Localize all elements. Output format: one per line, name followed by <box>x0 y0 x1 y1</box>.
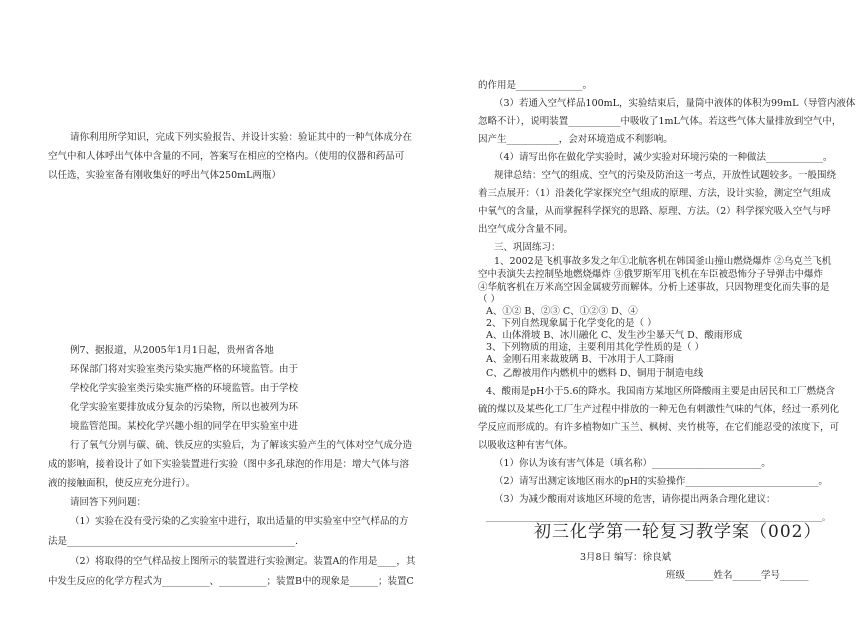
summary-line: 出空气成分含量不同。 <box>478 224 574 235</box>
option-line: C、乙醇被用作内燃机中的燃料 D、铜用于制造电线 <box>486 368 704 379</box>
summary-line: 中氧气的含量，从而掌握科学探究的思路、原理、方法。（2）科学探究吸入空气与呼 <box>478 206 831 217</box>
example-line: （1）实验在没有受污染的乙实验室中进行，取出适量的甲实验室中空气样品的方 <box>70 516 409 527</box>
option-line: A、①② B、②③ C、①②③ D、④ <box>486 306 638 317</box>
question-line: 1、2002是飞机事故多发之年①北航客机在韩国釜山撞山燃烧爆炸 ②乌克兰飞机 <box>494 256 832 267</box>
text-line: （4）请写出你在做化学实验时，减少实验对环境污染的一种做法____________。 <box>494 152 833 163</box>
example-line: 法是________________________________________________. <box>48 536 299 547</box>
section-heading: 三、巩固练习： <box>494 242 561 253</box>
example-line: 学校化学实验室类污染实施严格的环境监管。由于学校 <box>70 383 299 394</box>
date-author-line: 3月8日 编写：徐良斌 <box>580 552 672 563</box>
text-line: （3）若通入空气样品100mL，实验结束后，量筒中液体的体积为99mL（导管内液体 <box>494 98 856 109</box>
question-line: 4、酸雨是pH小于5.6的降水。我国南方某地区所降酸雨主要是由居民和工厂燃烧含 <box>486 386 836 397</box>
question-line: 空中表演失去控制坠地燃烧爆炸 ③俄罗斯军用飞机在车臣被恐怖分子导弹击中爆炸 <box>478 269 824 280</box>
question-line: 学反应而形成的。有许多植物如广玉兰、枫树、夹竹桃等，在它们能忍受的浓度下，可 <box>478 422 840 433</box>
option-line: A、金刚石用来裁玻璃 B、干冰用于人工降雨 <box>486 354 674 365</box>
right-page <box>430 0 860 639</box>
summary-line: 规律总结：空气的组成、空气的污染及防治这一考点，开放性试题较多。一般围绕 <box>494 170 837 181</box>
intro-line: 以任选，实验室备有刚收集好的呼出气体250mL两瓶） <box>48 170 281 181</box>
example-line: 境监管范围。某校化学兴趣小组的同学在甲实验室中进 <box>70 421 299 432</box>
question-line: 3、下列物质的用途，主要利用其化学性质的是（ ） <box>486 342 705 353</box>
class-name-id-line: 班级______姓名______学号______ <box>666 570 809 581</box>
example-line: 例7、据报道，从2005年1月1日起，贵州省各地 <box>70 345 274 356</box>
example-line: 化学实验室要排放成分复杂的污染物，所以也被列为环 <box>70 402 299 413</box>
summary-line: 着三点展开：（1）沿袭化学家探究空气组成的原理、方法，设计实验，测定空气组成 <box>478 188 831 199</box>
example-line: （2）将取得的空气样品按上图所示的装置进行实验测定。装置A的作用是____，其 <box>70 556 416 567</box>
page-title: 初三化学第一轮复习教学案（002） <box>534 522 822 542</box>
intro-line: 请你利用所学知识，完成下列实验报告、并设计实验：验证其中的一种气体成分在 <box>70 132 413 143</box>
question-line: 2、下列自然现象属于化学变化的是（ ） <box>486 318 657 329</box>
question-line: （ ） <box>478 294 501 305</box>
example-line: 环保部门将对实验室类污染实施严格的环境监管。由于 <box>70 364 299 375</box>
answer-line: ____________________________________________________________________________________。 <box>486 513 830 522</box>
question-line: 硫的煤以及某些化工厂生产过程中排放的一种无色有刺激性气味的气体，经过一系列化 <box>478 404 840 415</box>
example-line: 行了氧气分别与碳、硫、铁反应的实验后，为了解该实验产生的气体对空气成分造 <box>70 440 413 451</box>
question-line: （2）请写出测定该地区雨水的pH的实验操作____________________________。 <box>494 476 828 487</box>
example-line: 请回答下列问题： <box>70 497 147 508</box>
text-line: 因产生___________，会对环境造成不利影响。 <box>478 134 673 145</box>
question-line: （1）你认为该有害气体是（填名称）_______________________。 <box>494 458 771 469</box>
option-line: A、山体滑坡 B、冰川融化 C、发生沙尘暴天气 D、酸雨形成 <box>486 330 743 341</box>
question-line: 以吸收这种有害气体。 <box>478 440 574 451</box>
question-line: （3）为减少酸雨对该地区环境的危害，请你提出两条合理化建议： <box>494 494 776 505</box>
text-line: 的作用是______________。 <box>478 80 593 91</box>
example-line: 中发生反应的化学方程式为__________、__________；装置B中的现象是______；装置C <box>48 576 414 587</box>
example-line: 液的接触面积，使反应充分进行）。 <box>48 478 196 489</box>
example-line: 成的影响，接着设计了如下实验装置进行实验（图中多孔球泡的作用是：增大气体与溶 <box>48 459 410 470</box>
question-line: ④华航客机在万米高空因金属疲劳而解体。分析上述事故，只因物理变化而失事的是 <box>478 282 830 293</box>
intro-line: 空气中和人体呼出气体中含量的不同，答案写在相应的空格内。（使用的仪器和药品可 <box>48 151 405 162</box>
text-line: 忽略不计），说明装置___________中吸收了1mL气体。若这些气体大量排放到空气中， <box>478 116 842 127</box>
